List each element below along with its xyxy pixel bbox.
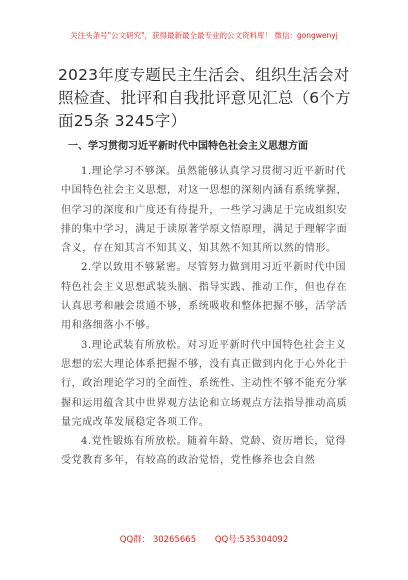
paragraph-4: 4.党性锻炼有所放松。随着年龄、党龄、资历增长，觉得受党教育多年，有较高的政治觉悟，党性修养也会自然 (61, 436, 347, 467)
bottom-banner (0, 533, 408, 545)
document-body (61, 162, 349, 471)
top-banner: 关注头条号"公文研究"，获得最新最全最专业的公文资料库！ 微信：gongwenyj (70, 31, 338, 40)
paragraph-3: 3.理论武装有所放松。对习近平新时代中国特色社会主义思想的宏大理论体系把握不够，没有真正做到内化于心外化于行，政治理论学习的全面性、系统性、主动性不够不能充分掌握和运用蕴含其中世界观方法论和立场观点方法指导推动高质量完成改革发展稳定各项工作。 (61, 339, 348, 428)
document-title: 2023年度专题民主生活会、组织生活会对照检查、批评和自我批评意见汇总（6个方面25条 3245字） (58, 66, 351, 130)
paragraph-1: 1.理论学习不够深。虽然能够认真学习贯彻习近平新时代中国特色社会主义思想，对这一思想的深刻内涵有系统掌握，但学习的深度和广度还有待提升，一些学习满足于完成组织安排的集中学习，满足于读原著学原文悟原理，满足于理解字面含义，存在知其言不知其义、知其然不知其所以然的情形。 (61, 166, 348, 255)
qq-number: QQ号:535304092 (214, 535, 289, 545)
qq-group: QQ群： 30265665 (119, 535, 197, 545)
section-heading: 一、学习贯彻习近平新时代中国特色社会主义思想方面 (68, 141, 308, 152)
paragraph-2: 2.学以致用不够紧密。尽管努力做到用习近平新时代中国特色社会主义思想武装头脑、指导实践、推动工作，但也存在认真思考和融会贯通不够，系统吸收和整体把握不够，活学活用和落细落小不够。 (61, 262, 348, 332)
